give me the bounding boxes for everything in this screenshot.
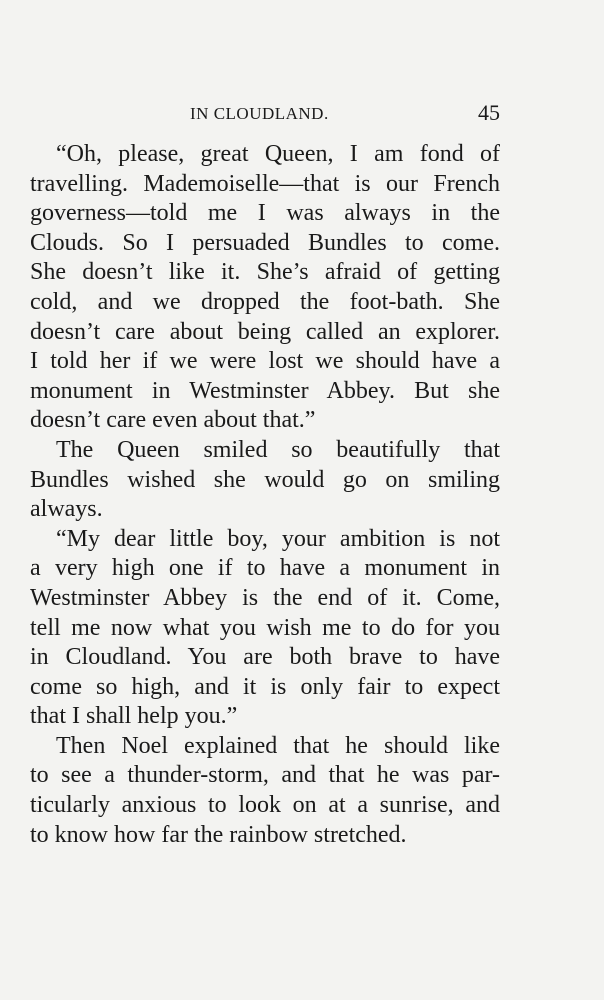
body-text	[30, 140, 500, 850]
text-line: “Oh, please, great Queen, I am fond of	[56, 141, 500, 167]
text-line: Westminster Abbey is the end of it. Come,	[30, 584, 500, 611]
text-line: come so high, and it is only fair to expect	[30, 673, 500, 700]
text-line: doesn’t care even about that.”	[30, 407, 316, 434]
text-line: governess—told me I was always in the	[30, 200, 500, 227]
page-header	[30, 100, 500, 130]
text-line: I told her if we were lost we should have a	[30, 348, 500, 375]
text-line: to see a thunder-storm, and that he was par-	[30, 762, 500, 789]
text-line: always.	[30, 496, 103, 523]
text-line: cold, and we dropped the foot-bath. She	[30, 288, 500, 315]
text-line: Bundles wished she would go on smiling	[30, 466, 500, 493]
text-line: monument in Westminster Abbey. But she	[30, 377, 500, 404]
paragraph-1	[30, 140, 500, 436]
text-line: The Queen smiled so beautifully that	[56, 436, 500, 463]
paragraph-2	[30, 436, 500, 525]
page-number: 45	[478, 100, 500, 125]
text-line: “My dear little boy, your ambition is not	[56, 525, 500, 552]
running-title: IN CLOUDLAND.	[190, 104, 329, 123]
text-line: to know how far the rainbow stretched.	[30, 821, 407, 848]
text-line: Then Noel explained that he should like	[56, 732, 500, 759]
text-line: tell me now what you wish me to do for you	[30, 614, 500, 641]
paragraph-4	[30, 732, 500, 850]
text-line: in Cloudland. You are both brave to have	[30, 644, 500, 671]
text-line: travelling. Mademoiselle—that is our French	[30, 170, 500, 197]
text-line: ticularly anxious to look on at a sunrise, and	[30, 792, 500, 819]
text-line: doesn’t care about being called an explorer.	[30, 318, 500, 345]
text-line: a very high one if to have a monument in	[30, 555, 500, 582]
text-line: Clouds. So I persuaded Bundles to come.	[30, 229, 500, 256]
text-line: that I shall help you.”	[30, 703, 238, 730]
text-line: She doesn’t like it. She’s afraid of getting	[30, 259, 500, 286]
paragraph-3	[30, 525, 500, 732]
